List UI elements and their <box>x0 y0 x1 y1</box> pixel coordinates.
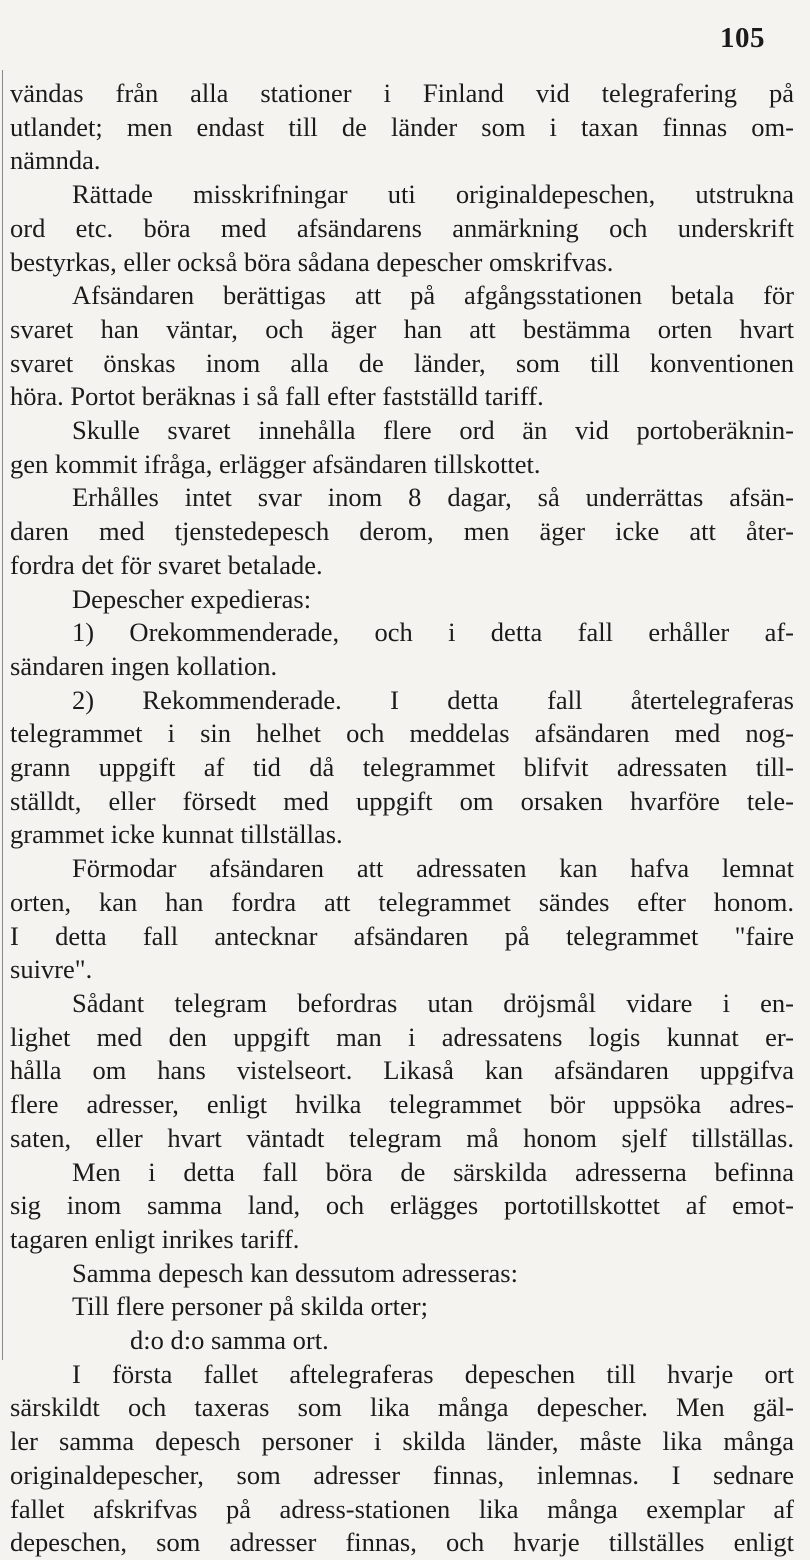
text-line: svaret han väntar, och äger han att bestämma orten hvart <box>10 313 794 344</box>
text-line: suivre". <box>10 954 93 985</box>
text-line: Sådant telegram befordras utan dröjsmål vidare i en- <box>72 987 794 1018</box>
text-line: Afsändaren berättigas att på afgångsstationen betala för <box>72 280 794 311</box>
text-line: 2) Rekommenderade. I detta fall återtelegraferas <box>72 684 794 715</box>
text-line: nämnda. <box>10 145 101 176</box>
text-line: gen kommit ifråga, erlägger afsändaren tillskottet. <box>10 448 541 479</box>
text-line: hålla om hans vistelseort. Likaså kan afsändaren uppgifva <box>10 1055 794 1086</box>
text-line: Skulle svaret innehålla flere ord än vid portoberäknin- <box>72 415 794 446</box>
text-line: lighet med den uppgift man i adressatens logis kunnat er- <box>10 1021 794 1052</box>
gutter-rule <box>2 70 3 1360</box>
text-line: Erhålles intet svar inom 8 dagar, så underrättas afsän- <box>72 482 794 513</box>
text-line: vändas från alla stationer i Finland vid telegrafering på <box>10 78 794 108</box>
text-line: telegrammet i sin helhet och meddelas afsändaren med nog- <box>10 718 794 749</box>
text-line: originaldepescher, som adresser finnas, inlemnas. I sednare <box>10 1459 794 1490</box>
text-line: grammet icke kunnat tillställas. <box>10 819 343 850</box>
text-line: fallet afskrifvas på adress-stationen lika många exemplar af <box>10 1493 794 1524</box>
text-line: depeschen, som adresser finnas, och hvarje tillställes enligt <box>10 1527 794 1558</box>
text-line: ställdt, eller försedt med uppgift om orsaken hvarföre tele- <box>10 785 794 816</box>
text-line: svaret önskas inom alla de länder, som till konventionen <box>10 347 794 378</box>
text-line: daren med tjenstedepesch derom, men äger icke att åter- <box>10 516 794 547</box>
text-line: ler samma depesch personer i skilda länder, måste lika många <box>10 1426 794 1457</box>
body-text <box>10 77 794 1560</box>
text-line: saten, eller hvart väntadt telegram må honom sjelf tillställas. <box>10 1122 794 1153</box>
text-line: Till flere personer på skilda orter; <box>72 1291 428 1322</box>
text-line: 1) Orekommenderade, och i detta fall erhåller af- <box>72 617 794 648</box>
text-line: Förmodar afsändaren att adressaten kan hafva lemnat <box>72 853 794 884</box>
text-line: tagaren enligt inrikes tariff. <box>10 1223 300 1254</box>
text-line: I första fallet aftelegraferas depeschen till hvarje ort <box>72 1358 794 1389</box>
text-line: Men i detta fall böra de särskilda adresserna befinna <box>72 1156 794 1187</box>
text-line: flere adresser, enligt hvilka telegrammet bör uppsöka adres- <box>10 1089 794 1120</box>
text-line: sig inom samma land, och erlägges portotillskottet af emot- <box>10 1190 794 1221</box>
text-line: Rättade misskrifningar uti originaldepeschen, utstrukna <box>72 179 794 210</box>
text-line: grann uppgift af tid då telegrammet blifvit adressaten till- <box>10 752 794 783</box>
page-number: 105 <box>720 22 765 54</box>
text-line: ord etc. böra med afsändarens anmärkning och underskrift <box>10 212 794 243</box>
text-line: Samma depesch kan dessutom adresseras: <box>72 1257 518 1288</box>
text-line: bestyrkas, eller också böra sådana depescher omskrifvas. <box>10 246 614 277</box>
text-line: fordra det för svaret betalade. <box>10 549 323 580</box>
text-line: d:o d:o samma ort. <box>130 1325 329 1356</box>
text-line: I detta fall antecknar afsändaren på telegrammet "faire <box>10 920 794 951</box>
text-line: särskildt och taxeras som lika många depescher. Men gäl- <box>10 1392 794 1423</box>
text-line: Depescher expedieras: <box>72 583 312 614</box>
text-line: sändaren ingen kollation. <box>10 650 278 681</box>
text-line: höra. Portot beräknas i så fall efter fastställd tariff. <box>10 381 544 412</box>
text-line: orten, kan han fordra att telegrammet sändes efter honom. <box>10 886 794 917</box>
text-line: utlandet; men endast till de länder som i taxan finnas om- <box>10 111 794 142</box>
